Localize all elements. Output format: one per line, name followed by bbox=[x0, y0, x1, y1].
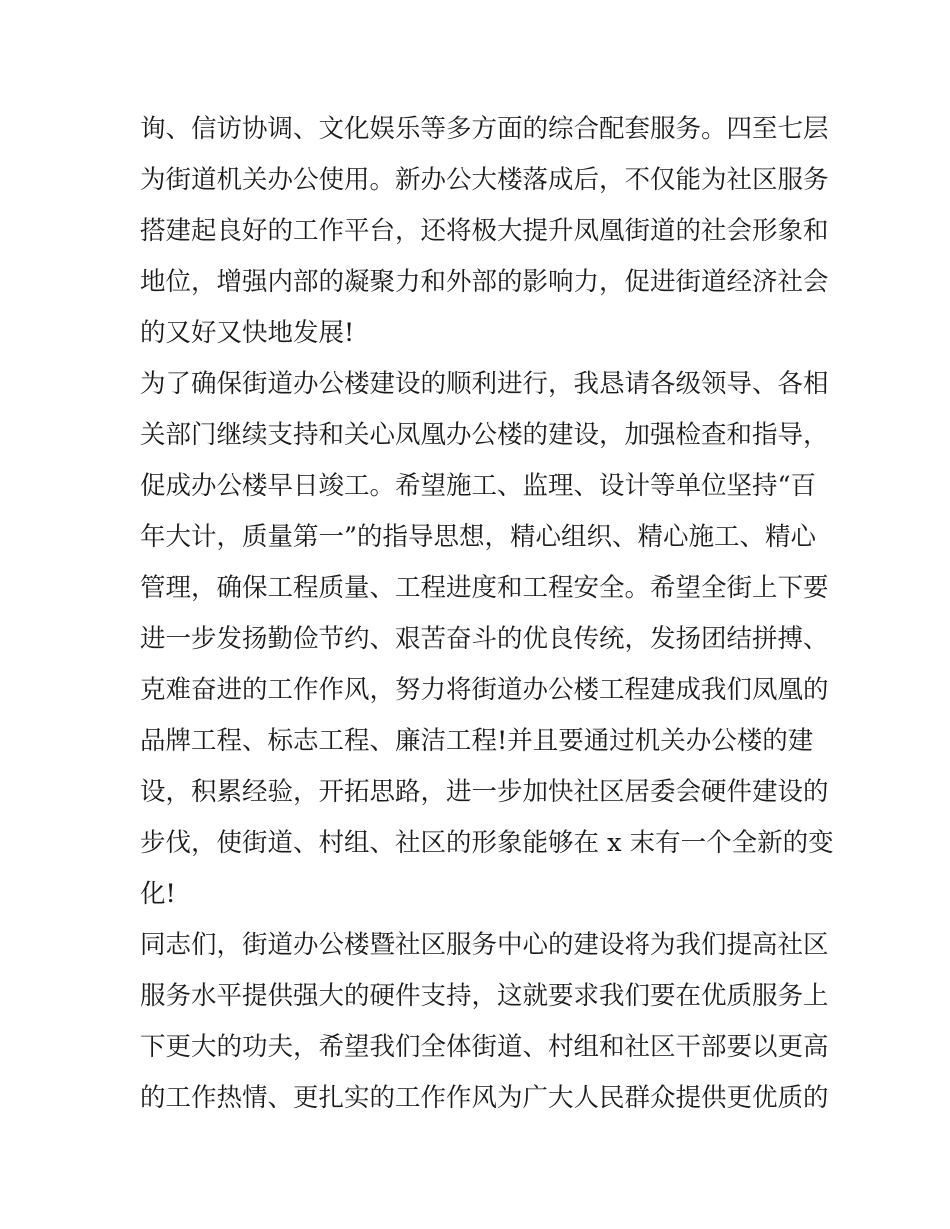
text-line: 管理，确保工程质量、工程进度和工程安全。希望全街上下要 bbox=[140, 573, 829, 603]
text-line: 进一步发扬勤俭节约、艰苦奋斗的优良传统，发扬团结拼搏、 bbox=[140, 624, 829, 654]
text-line: 品牌工程、标志工程、廉洁工程!并且要通过机关办公楼的建 bbox=[140, 726, 814, 756]
text-line: 为街道机关办公使用。新办公大楼落成后，不仅能为社区服务 bbox=[140, 165, 829, 195]
text-line: 询、信访协调、文化娱乐等多方面的综合配套服务。四至七层 bbox=[140, 114, 829, 144]
text-line: 的又好又快地发展! bbox=[140, 318, 355, 348]
text-line: 关部门继续支持和关心凤凰办公楼的建设，加强检查和指导， bbox=[140, 420, 829, 450]
text-line: 步伐，使街道、村组、社区的形象能够在 x 末有一个全新的变 bbox=[140, 828, 834, 858]
text-line: 的工作热情、更扎实的工作作风为广大人民群众提供更优质的 bbox=[140, 1083, 829, 1113]
body-text bbox=[140, 104, 834, 1124]
text-line: 同志们，街道办公楼暨社区服务中心的建设将为我们提高社区 bbox=[140, 930, 829, 960]
text-line: 设，积累经验，开拓思路，进一步加快社区居委会硬件建设的 bbox=[140, 777, 829, 807]
text-line: 促成办公楼早日竣工。希望施工、监理、设计等单位坚持“百 bbox=[140, 471, 817, 501]
text-line: 克难奋进的工作作风，努力将街道办公楼工程建成我们凤凰的 bbox=[140, 675, 829, 705]
text-line: 服务水平提供强大的硬件支持，这就要求我们要在优质服务上 bbox=[140, 981, 829, 1011]
text-line: 化! bbox=[140, 879, 176, 909]
text-line: 下更大的功夫，希望我们全体街道、村组和社区干部要以更高 bbox=[140, 1032, 829, 1062]
text-line: 地位，增强内部的凝聚力和外部的影响力，促进街道经济社会 bbox=[140, 267, 829, 297]
text-line: 搭建起良好的工作平台，还将极大提升凤凰街道的社会形象和 bbox=[140, 216, 829, 246]
text-line: 年大计，质量第一”的指导思想，精心组织、精心施工、精心 bbox=[140, 522, 817, 552]
text-line: 为了确保街道办公楼建设的顺利进行，我恳请各级领导、各相 bbox=[140, 369, 829, 399]
